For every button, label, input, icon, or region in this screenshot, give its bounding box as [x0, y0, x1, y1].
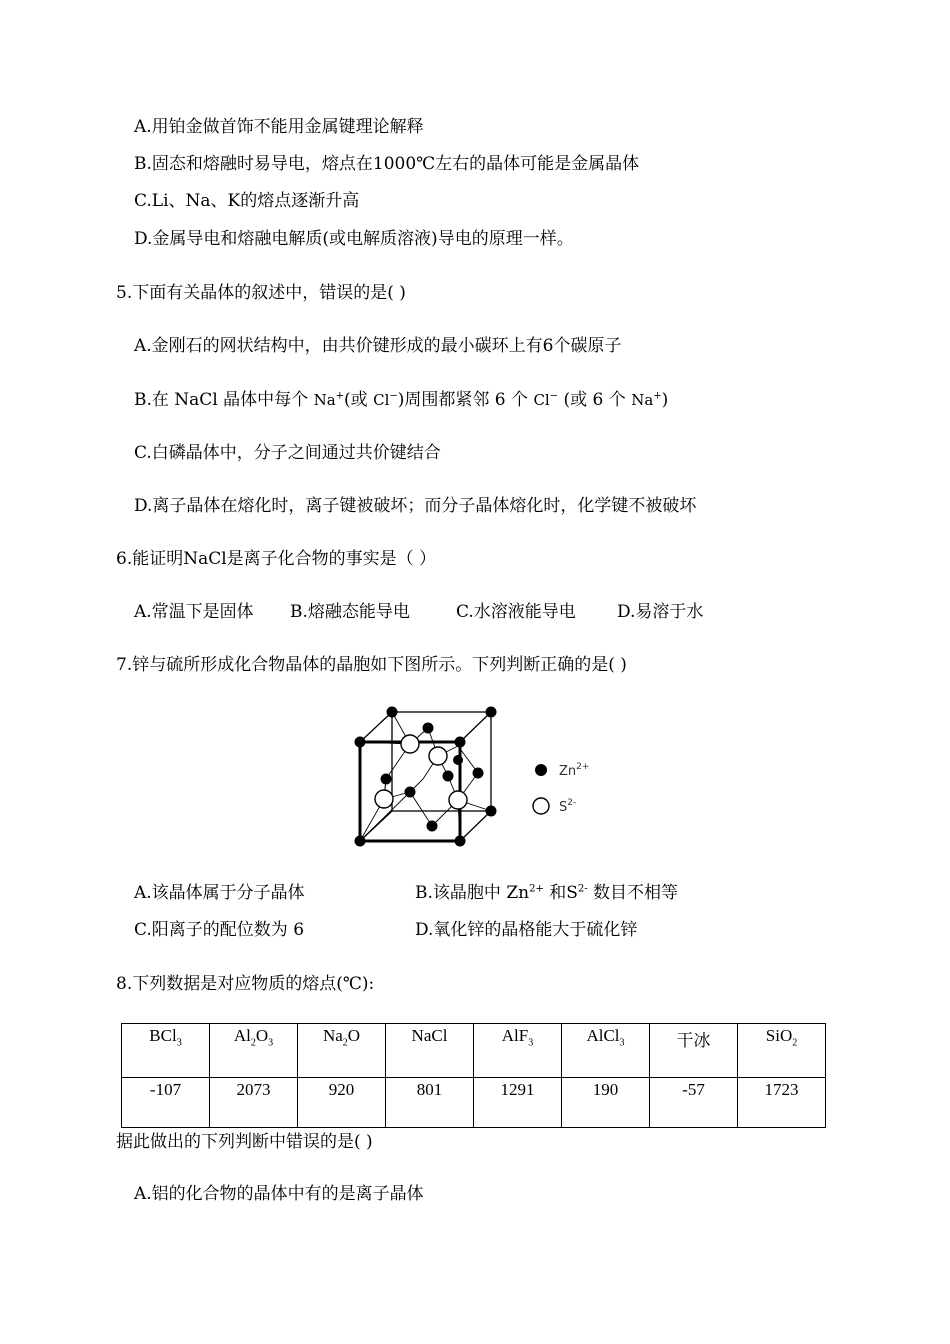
melting-point-table [121, 1023, 826, 1128]
q6-stem: 6.能证明NaCl是离子化合物的事实是（ ） [116, 549, 437, 569]
q4-option-a: A.用铂金做首饰不能用金属键理论解释 [134, 117, 424, 137]
q6-option-d: D.易溶于水 [617, 602, 704, 622]
q7-option-a: A.该晶体属于分子晶体 [134, 883, 305, 903]
table-cell: -107 [122, 1078, 210, 1128]
svg-text:Zn2+: $Zn^{2+}$ [559, 762, 590, 779]
q8-option-a: A.铝的化合物的晶体中有的是离子晶体 [134, 1184, 424, 1204]
q8-judgement-stem: 据此做出的下列判断中错误的是( ) [116, 1132, 373, 1152]
table-row [122, 1078, 826, 1128]
q6-option-b: B.熔融态能导电 [290, 602, 410, 622]
q6-option-c: C.水溶液能导电 [456, 602, 576, 622]
q5-option-b: B.在 NaCl 晶体中每个 Na+(或 Cl−)周围都紧邻 6 个 Cl− (或 6 个 Na+) [134, 390, 669, 410]
q5-option-a: A.金刚石的网状结构中，由共价键形成的最小碳环上有6个碳原子 [134, 336, 622, 356]
table-cell: -57 [650, 1078, 738, 1128]
table-header-cell: AlF$_3$ [474, 1024, 562, 1078]
table-cell: 920 [298, 1078, 386, 1128]
table-cell: 801 [386, 1078, 474, 1128]
table-header-row [122, 1024, 826, 1078]
table-header-cell: SiO$_2$ [738, 1024, 826, 1078]
table-header-cell: AlCl$_3$ [562, 1024, 650, 1078]
q5-option-d: D.离子晶体在熔化时，离子键被破坏；而分子晶体熔化时，化学键不被破坏 [134, 496, 697, 516]
table-header-cell: NaCl [386, 1024, 474, 1078]
q7-stem: 7.锌与硫所形成化合物晶体的晶胞如下图所示。下列判断正确的是( ) [116, 655, 627, 675]
q7-option-c: C.阳离子的配位数为 6 [134, 920, 305, 940]
table-header-cell: $Al_2O_3$ [210, 1024, 298, 1078]
table-header-cell: BCl$_3$ [122, 1024, 210, 1078]
q4-option-b: B.固态和熔融时易导电，熔点在1000℃左右的晶体可能是金属晶体 [134, 154, 640, 174]
table-cell: 1291 [474, 1078, 562, 1128]
q5-option-c: C.白磷晶体中，分子之间通过共价键结合 [134, 443, 441, 463]
svg-text:S2-: $S^{2-}$ [559, 798, 577, 815]
q7-option-b: B.该晶胞中 $Zn^{2+}$ 和$S^{2-}$ 数目不相等 [415, 883, 679, 903]
table-header-cell: 干冰 [650, 1024, 738, 1078]
q4-option-c: C.Li、Na、K的熔点逐渐升高 [134, 191, 360, 211]
table-cell: 2073 [210, 1078, 298, 1128]
table-header-cell: $Na_2O$ [298, 1024, 386, 1078]
table-cell: 1723 [738, 1078, 826, 1128]
q6-option-a: A.常温下是固体 [134, 602, 254, 622]
zns-unit-cell-figure [350, 700, 620, 855]
q7-option-d: D.氧化锌的晶格能大于硫化锌 [415, 920, 638, 940]
q8-stem: 8.下列数据是对应物质的熔点(℃): [116, 974, 375, 994]
q5-stem: 5.下面有关晶体的叙述中，错误的是( ) [116, 283, 406, 303]
q4-option-d: D.金属导电和熔融电解质(或电解质溶液)导电的原理一样。 [134, 229, 574, 249]
table-cell: 190 [562, 1078, 650, 1128]
